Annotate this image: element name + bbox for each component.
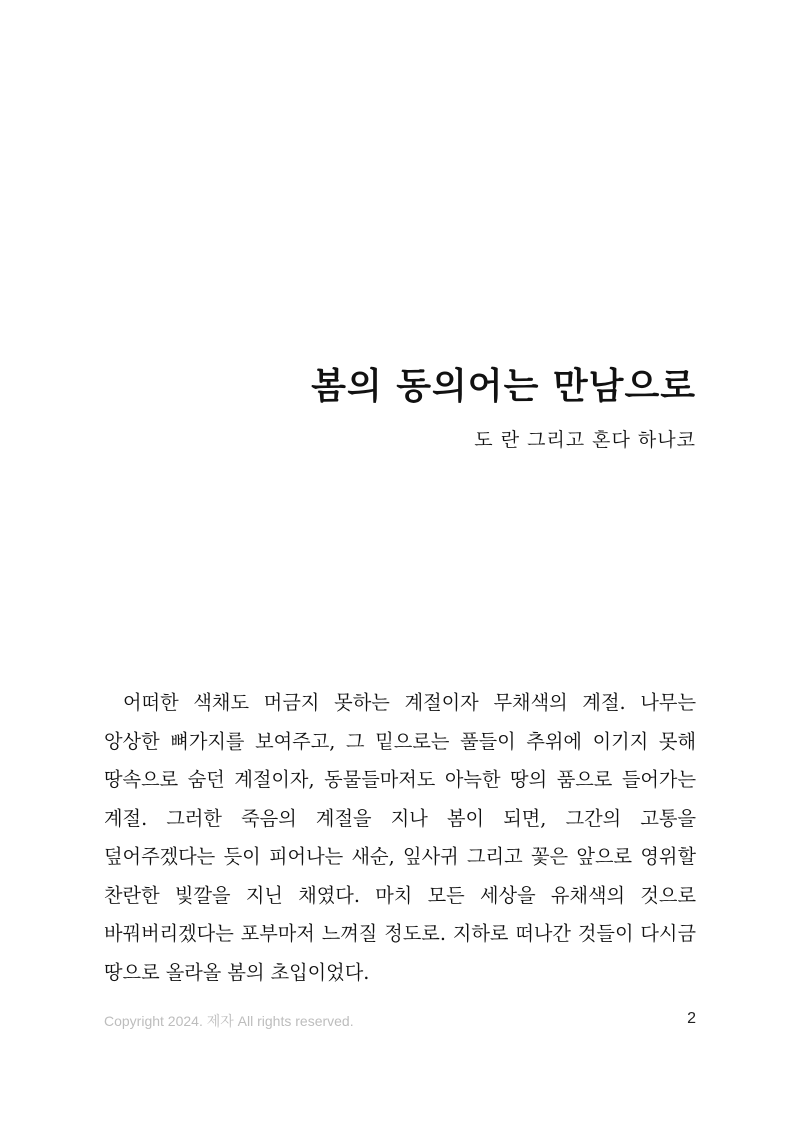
document-authors: 도 란 그리고 혼다 하나코 (474, 429, 696, 451)
page-number: 2 (687, 1010, 696, 1027)
body-paragraph: 어떠한 색채도 머금지 못하는 계절이자 무채색의 계절. 나무는 앙상한 뼈가지를 보여주고, 그 밑으로는 풀들이 추위에 이기지 못해 땅속으로 숨던 계절이자, 동물들마저도 아늑한 땅의 품으로 들어가는 계절. 그러한 죽음의 계절을 지나 봄이 되면, 그간의 고통을 덮어주겠다는 듯이 피어나는 새순, 잎사귀 그리고 꽃은 앞으로 영위할 찬란한 빛깔을 지닌 채였다. 마치 모든 세상을 유채색의 것으로 바꿔버리겠다는 포부마저 느껴질 정도로. 지하로 떠나간 것들이 다시금 땅으로 올라올 봄의 초입이었다. (104, 691, 696, 984)
copyright-notice: Copyright 2024. 제자 All rights reserved. (104, 1013, 354, 1029)
document-title: 봄의 동의어는 만남으로 (311, 365, 696, 407)
